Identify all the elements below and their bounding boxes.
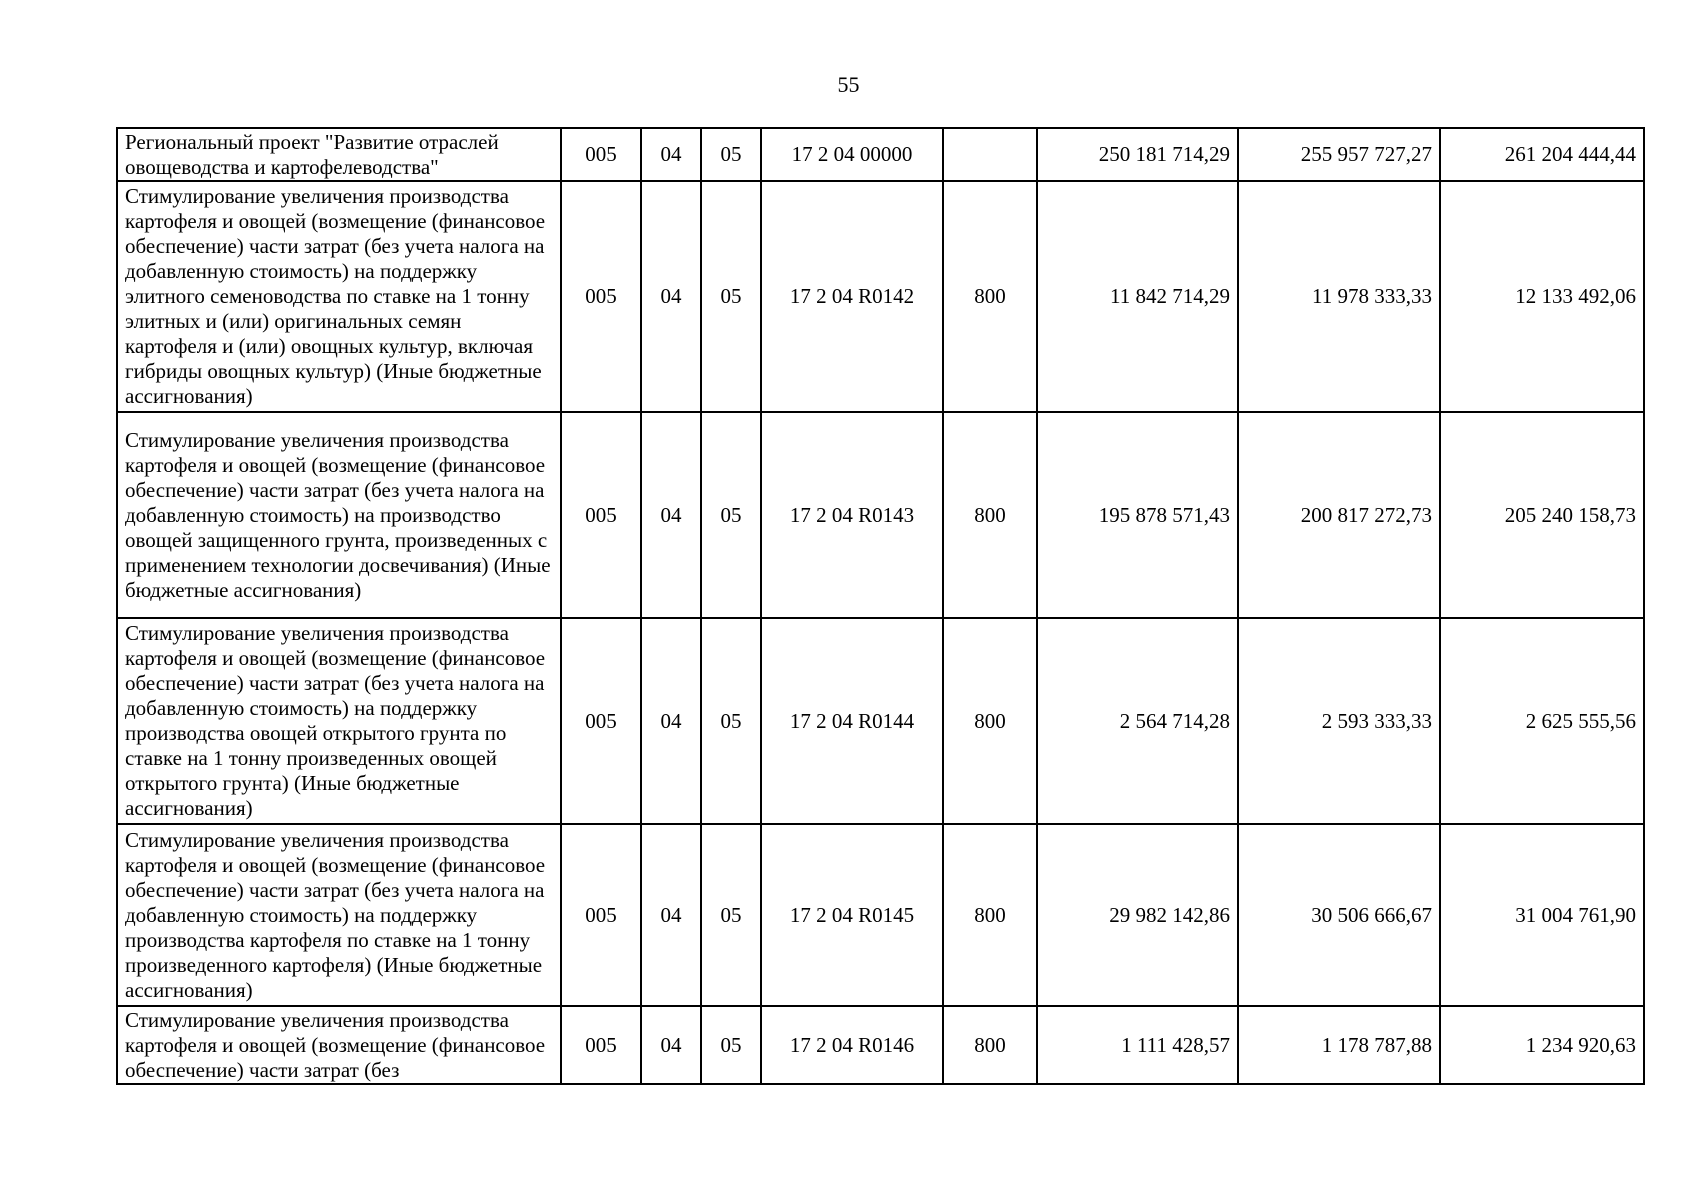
amount-year-2-cell: 255 957 727,27 bbox=[1238, 128, 1440, 181]
amount-year-1-cell: 250 181 714,29 bbox=[1037, 128, 1238, 181]
ministry-code-cell: 005 bbox=[561, 824, 641, 1006]
amount-year-1-cell: 29 982 142,86 bbox=[1037, 824, 1238, 1006]
ministry-code-cell: 005 bbox=[561, 412, 641, 618]
amount-year-3-cell: 31 004 761,90 bbox=[1440, 824, 1644, 1006]
ministry-code-cell: 005 bbox=[561, 128, 641, 181]
subsection-code-cell: 05 bbox=[701, 1006, 761, 1084]
amount-year-3-cell: 1 234 920,63 bbox=[1440, 1006, 1644, 1084]
amount-year-2-cell: 200 817 272,73 bbox=[1238, 412, 1440, 618]
subsection-code-cell: 05 bbox=[701, 618, 761, 824]
ministry-code-cell: 005 bbox=[561, 618, 641, 824]
amount-year-2-cell: 30 506 666,67 bbox=[1238, 824, 1440, 1006]
expense-type-cell: 800 bbox=[943, 618, 1037, 824]
table-row bbox=[117, 1006, 1644, 1084]
table-row bbox=[117, 181, 1644, 412]
amount-year-1-cell: 11 842 714,29 bbox=[1037, 181, 1238, 412]
description-cell: Региональный проект "Развитие отраслей овощеводства и картофелеводства" bbox=[117, 128, 561, 181]
expense-type-cell: 800 bbox=[943, 824, 1037, 1006]
description-cell: Стимулирование увеличения производства картофеля и овощей (возмещение (финансовое обеспечение) части затрат (без учета налога на добавленную стоимость) на поддержку элитного семеноводства по ставке на 1 тонну элитных и (или) оригинальных семян картофеля и (или) овощных культур, включая гибриды овощных культур) (Иные бюджетные ассигнования) bbox=[117, 181, 561, 412]
section-code-cell: 04 bbox=[641, 1006, 701, 1084]
subsection-code-cell: 05 bbox=[701, 412, 761, 618]
budget-table bbox=[116, 127, 1645, 1085]
subsection-code-cell: 05 bbox=[701, 824, 761, 1006]
ministry-code-cell: 005 bbox=[561, 181, 641, 412]
ministry-code-cell: 005 bbox=[561, 1006, 641, 1084]
amount-year-2-cell: 1 178 787,88 bbox=[1238, 1006, 1440, 1084]
page-number: 55 bbox=[837, 72, 860, 97]
target-article-cell: 17 2 04 R0142 bbox=[761, 181, 943, 412]
expense-type-cell bbox=[943, 128, 1037, 181]
expense-type-cell: 800 bbox=[943, 1006, 1037, 1084]
description-cell: Стимулирование увеличения производства картофеля и овощей (возмещение (финансовое обеспечение) части затрат (без bbox=[117, 1006, 561, 1084]
amount-year-3-cell: 205 240 158,73 bbox=[1440, 412, 1644, 618]
expense-type-cell: 800 bbox=[943, 181, 1037, 412]
table-row bbox=[117, 618, 1644, 824]
subsection-code-cell: 05 bbox=[701, 181, 761, 412]
section-code-cell: 04 bbox=[641, 181, 701, 412]
subsection-code-cell: 05 bbox=[701, 128, 761, 181]
description-cell: Стимулирование увеличения производства картофеля и овощей (возмещение (финансовое обеспечение) части затрат (без учета налога на добавленную стоимость) на поддержку производства овощей открытого грунта по ставке на 1 тонну произведенных овощей открытого грунта) (Иные бюджетные ассигнования) bbox=[117, 618, 561, 824]
section-code-cell: 04 bbox=[641, 618, 701, 824]
amount-year-1-cell: 1 111 428,57 bbox=[1037, 1006, 1238, 1084]
amount-year-1-cell: 195 878 571,43 bbox=[1037, 412, 1238, 618]
description-cell: Стимулирование увеличения производства картофеля и овощей (возмещение (финансовое обеспечение) части затрат (без учета налога на добавленную стоимость) на поддержку производства картофеля по ставке на 1 тонну произведенного картофеля) (Иные бюджетные ассигнования) bbox=[117, 824, 561, 1006]
table-row bbox=[117, 128, 1644, 181]
amount-year-1-cell: 2 564 714,28 bbox=[1037, 618, 1238, 824]
target-article-cell: 17 2 04 R0145 bbox=[761, 824, 943, 1006]
target-article-cell: 17 2 04 R0143 bbox=[761, 412, 943, 618]
amount-year-3-cell: 261 204 444,44 bbox=[1440, 128, 1644, 181]
table-row bbox=[117, 824, 1644, 1006]
amount-year-3-cell: 12 133 492,06 bbox=[1440, 181, 1644, 412]
amount-year-2-cell: 2 593 333,33 bbox=[1238, 618, 1440, 824]
target-article-cell: 17 2 04 R0146 bbox=[761, 1006, 943, 1084]
description-cell: Стимулирование увеличения производства картофеля и овощей (возмещение (финансовое обеспечение) части затрат (без учета налога на добавленную стоимость) на производство овощей защищенного грунта, произведенных с применением технологии досвечивания) (Иные бюджетные ассигнования) bbox=[117, 412, 561, 618]
target-article-cell: 17 2 04 00000 bbox=[761, 128, 943, 181]
expense-type-cell: 800 bbox=[943, 412, 1037, 618]
amount-year-3-cell: 2 625 555,56 bbox=[1440, 618, 1644, 824]
section-code-cell: 04 bbox=[641, 412, 701, 618]
section-code-cell: 04 bbox=[641, 824, 701, 1006]
table-row bbox=[117, 412, 1644, 618]
section-code-cell: 04 bbox=[641, 128, 701, 181]
target-article-cell: 17 2 04 R0144 bbox=[761, 618, 943, 824]
amount-year-2-cell: 11 978 333,33 bbox=[1238, 181, 1440, 412]
